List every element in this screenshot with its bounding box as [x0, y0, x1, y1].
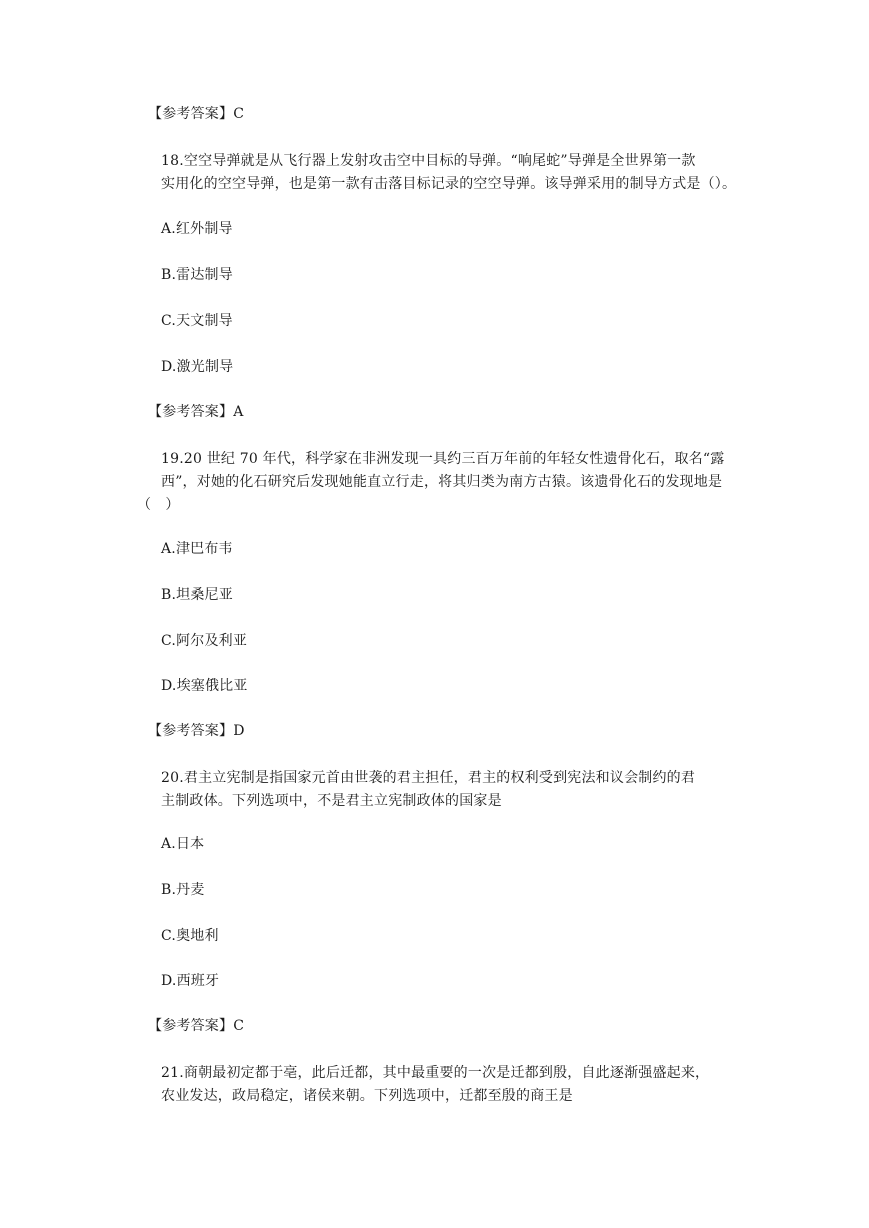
question-line: 19.20 世纪 70 年代，科学家在非洲发现一具约三百万年前的年轻女性遗骨化石，取名“露	[161, 451, 725, 467]
option-a: A.红外制导	[161, 221, 233, 237]
option-b: B.雷达制导	[161, 267, 233, 283]
answer-key: 【参考答案】A	[148, 404, 244, 420]
question-19	[137, 448, 761, 517]
option-c: C.奥地利	[161, 928, 219, 944]
question-20	[161, 767, 761, 813]
option-c: C.天文制导	[161, 313, 233, 329]
option-d: D.埃塞俄比亚	[161, 678, 248, 694]
option-a: A.日本	[161, 836, 205, 852]
option-d: D.西班牙	[161, 973, 220, 989]
option-c: C.阿尔及利亚	[161, 633, 248, 649]
answer-key: 【参考答案】C	[148, 1018, 245, 1034]
question-18	[161, 150, 761, 196]
question-line: 主制政体。下列选项中，不是君主立宪制政体的国家是	[161, 793, 502, 809]
option-b: B.坦桑尼亚	[161, 587, 233, 603]
question-line: 20.君主立宪制是指国家元首由世袭的君主担任，君主的权利受到宪法和议会制约的君	[161, 770, 696, 786]
question-line: （ ）	[137, 497, 180, 513]
question-line: 农业发达，政局稳定，诸侯来朝。下列选项中，迁都至殷的商王是	[161, 1088, 573, 1104]
option-d: D.激光制导	[161, 359, 234, 375]
option-b: B.丹麦	[161, 882, 205, 898]
answer-key: 【参考答案】C	[148, 106, 245, 122]
question-line: 实用化的空空导弹，也是第一款有击落目标记录的空空导弹。该导弹采用的制导方式是（）。	[161, 176, 737, 192]
question-line: 18.空空导弹就是从飞行器上发射攻击空中目标的导弹。“响尾蛇”导弹是全世界第一款	[161, 153, 696, 169]
option-a: A.津巴布韦	[161, 541, 233, 557]
answer-key: 【参考答案】D	[148, 723, 245, 739]
question-line: 西”，对她的化石研究后发现她能直立行走，将其归类为南方古猿。该遗骨化石的发现地是	[161, 474, 723, 490]
question-line: 21.商朝最初定都于亳，此后迁都，其中最重要的一次是迁都到殷，自此逐渐强盛起来，	[161, 1065, 710, 1081]
question-21	[161, 1062, 761, 1108]
